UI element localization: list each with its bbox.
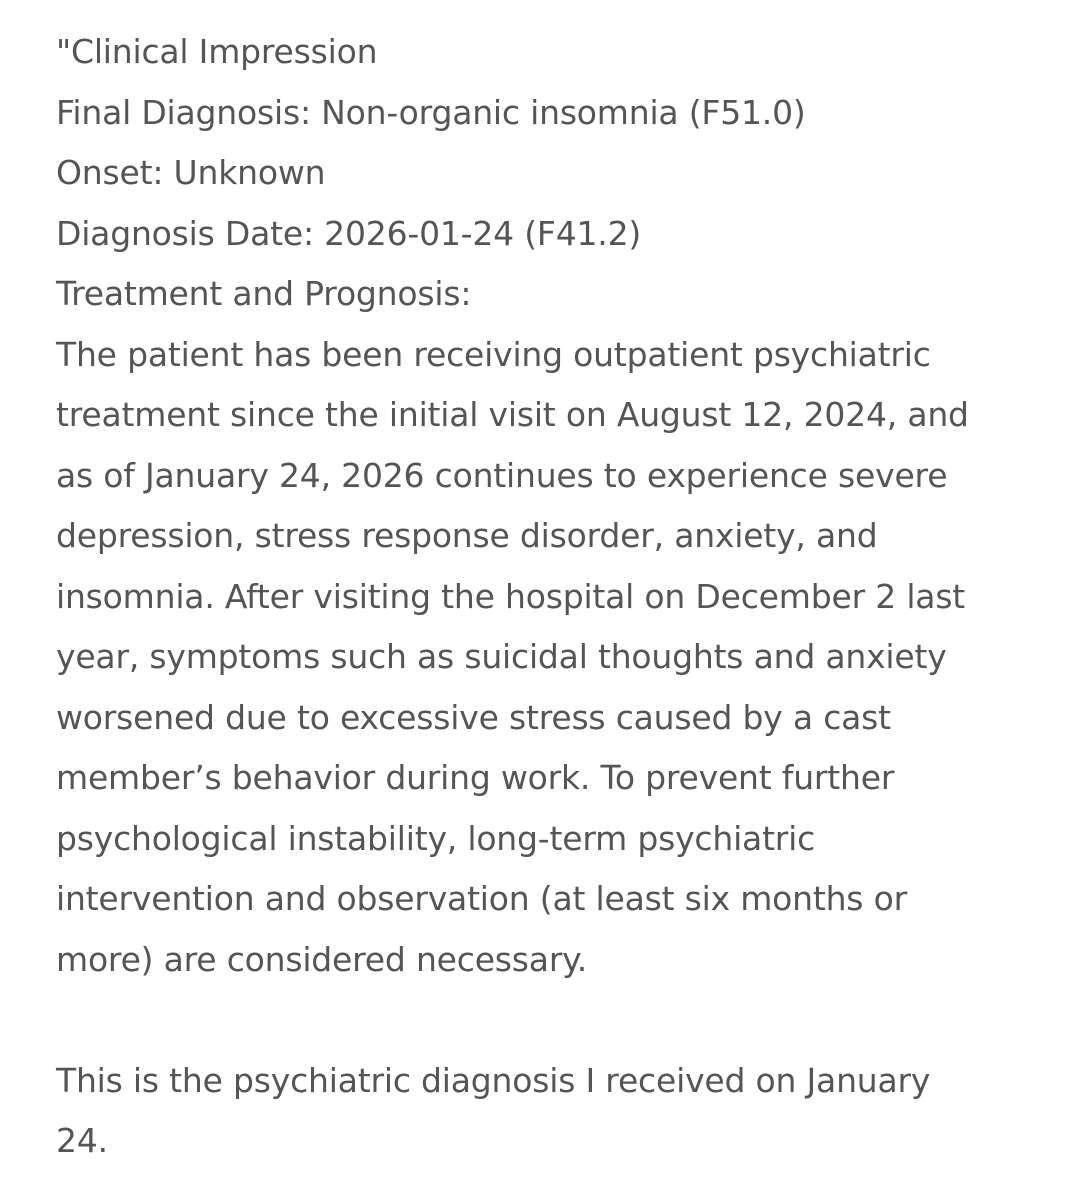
paragraph-line: The patient has been receiving outpatient psychiatric [56, 334, 931, 374]
paragraph-line: as of January 24, 2026 continues to experience severe [56, 455, 948, 495]
paragraph-spacer [56, 990, 1016, 1051]
footer-line: This is the psychiatric diagnosis I received on January [56, 1060, 931, 1100]
paragraph-line: more) are considered necessary. [56, 939, 588, 979]
paragraph-line: depression, stress response disorder, anxiety, and [56, 516, 878, 555]
paragraph-line: member’s behavior during work. To prevent further [56, 758, 895, 797]
onset-line: Onset: Unknown [56, 153, 326, 192]
final-diagnosis-line: Final Diagnosis: Non-organic insomnia (F51.0) [56, 92, 806, 132]
clinical-impression-heading: "Clinical Impression [56, 32, 378, 71]
paragraph-line: intervention and observation (at least six months or [56, 879, 907, 918]
paragraph-line: treatment since the initial visit on August 12, 2024, and [56, 395, 969, 434]
paragraph-line: worsened due to excessive stress caused by a cast [56, 697, 891, 737]
document-body [56, 22, 1016, 1172]
footer-line: 24. [56, 1121, 108, 1160]
paragraph-line: psychological instability, long-term psychiatric [56, 818, 816, 858]
diagnosis-date-line: Diagnosis Date: 2026-01-24 (F41.2) [56, 213, 642, 253]
paragraph-line: year, symptoms such as suicidal thoughts and anxiety [56, 637, 947, 676]
treatment-prognosis-heading: Treatment and Prognosis: [56, 274, 472, 313]
paragraph-line: insomnia. After visiting the hospital on December 2 last [56, 576, 966, 616]
